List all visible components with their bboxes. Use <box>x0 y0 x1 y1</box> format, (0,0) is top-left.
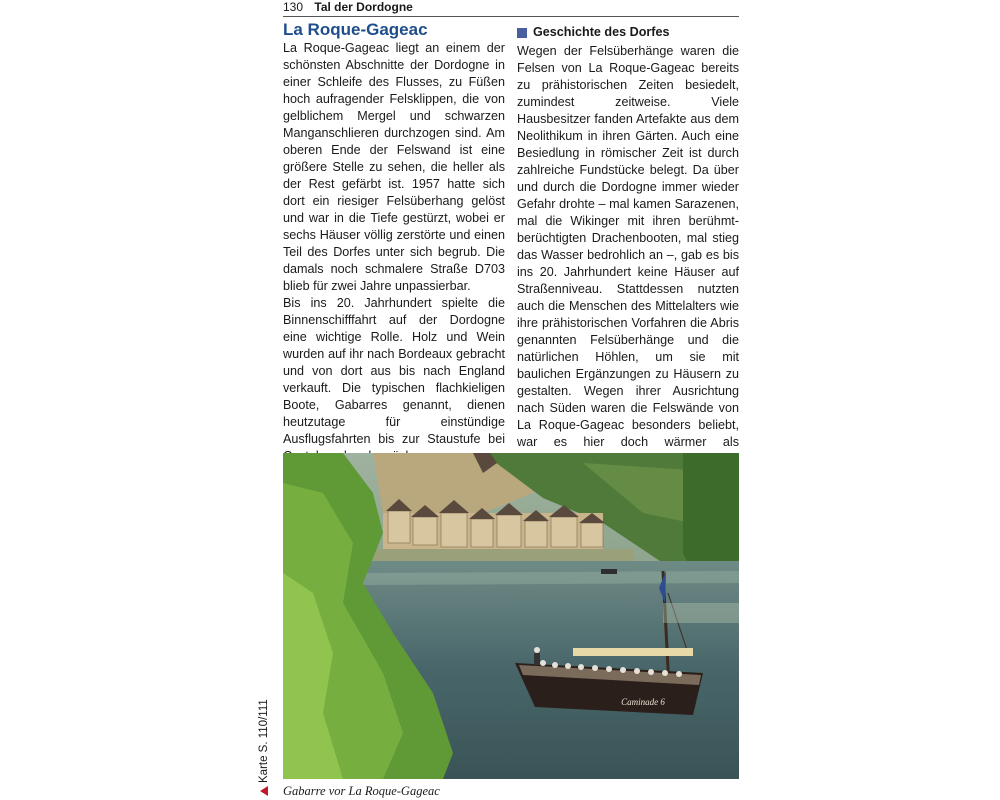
sidebar-heading-text: Geschichte des Dorfes <box>533 25 670 39</box>
page-number: 130 <box>283 0 304 14</box>
map-reference-text: Karte S. 110/111 <box>258 699 270 783</box>
photo-illustration <box>283 453 739 779</box>
sidebar-heading <box>517 24 739 41</box>
article-title: La Roque-Gageac <box>283 20 428 39</box>
left-column <box>283 20 505 465</box>
map-reference <box>257 675 271 795</box>
section-title: Tal der Dordogne <box>314 0 413 14</box>
photo-gabarre <box>283 453 739 779</box>
left-paragraph-1: La Roque-Gageac liegt an einem der schönsten Abschnitte der Dordogne in einer Schleife des Flusses, zu Füßen hoch aufragender Felsklippen, die von gelblichem Mergel und schwarzen Manganschlieren durchzogen sind. Am oberen Ende der Felswand ist eine größere Stelle zu sehen, die heller als der Rest gefärbt ist. 1957 hatte sich dort ein riesiger Felsüberhang gelöst und war in die Tiefe gestürzt, wobei er sechs Häuser völlig zerstörte und einen Teil des Dorfes unter sich begrub. Die damals noch schmalere Straße D703 blieb für zwei Jahre unpassierbar. <box>283 41 505 293</box>
right-column <box>517 20 739 485</box>
boat-name: Caminade 6 <box>621 697 665 707</box>
map-marker-icon <box>260 786 268 796</box>
photo-caption: Gabarre vor La Roque-Gageac <box>283 784 440 798</box>
right-paragraph: Wegen der Felsüberhänge waren die Felsen von La Roque-Gageac bereits zu prähistorischen Zeiten besiedelt, zumindest zeitweise. Viele Hausbesitzer fanden Artefakte aus dem Neolithikum in ihren Gärten. Auch eine Besiedlung in römischer Zeit ist durch zahlreiche Fundstücke belegt. Da über und durch die Dordogne immer wieder Gefahr drohte – mal kamen Sarazenen, mal die Wikinger mit ihren berühmt-berüchtigten Drachenbooten, mal stieg das Wasser bedrohlich an –, gab es bis ins 20. Jahrhundert keine Häuser auf Straßenniveau. Stattdessen nutzten auch die Menschen des Mittelalters wie ihre prähistorischen Vorfahren die Abris genannten Felsüberhänge und die natürlichen Höhlen, um sie mit baulichen Ergänzungen zu Häusern zu gestalten. Wegen ihrer Ausrichtung nach Süden waren die Felswände von La Roque-Gageac besonders beliebt, war es hier doch wärmer als <box>517 44 739 449</box>
running-head <box>283 0 739 17</box>
left-paragraph-2: Bis ins 20. Jahrhundert spielte die Binnenschifffahrt auf der Dordogne eine wichtige Rolle. Holz und Wein wurden auf ihr nach Bordeaux gebracht und von dort aus bis nach England verkauft. Die typischen flachkieligen Boote, Gabarres genannt, dienen heutzutage für einstündige Ausflugsfahrten bis zur Staustufe bei <box>283 296 505 446</box>
square-bullet-icon <box>517 28 527 38</box>
